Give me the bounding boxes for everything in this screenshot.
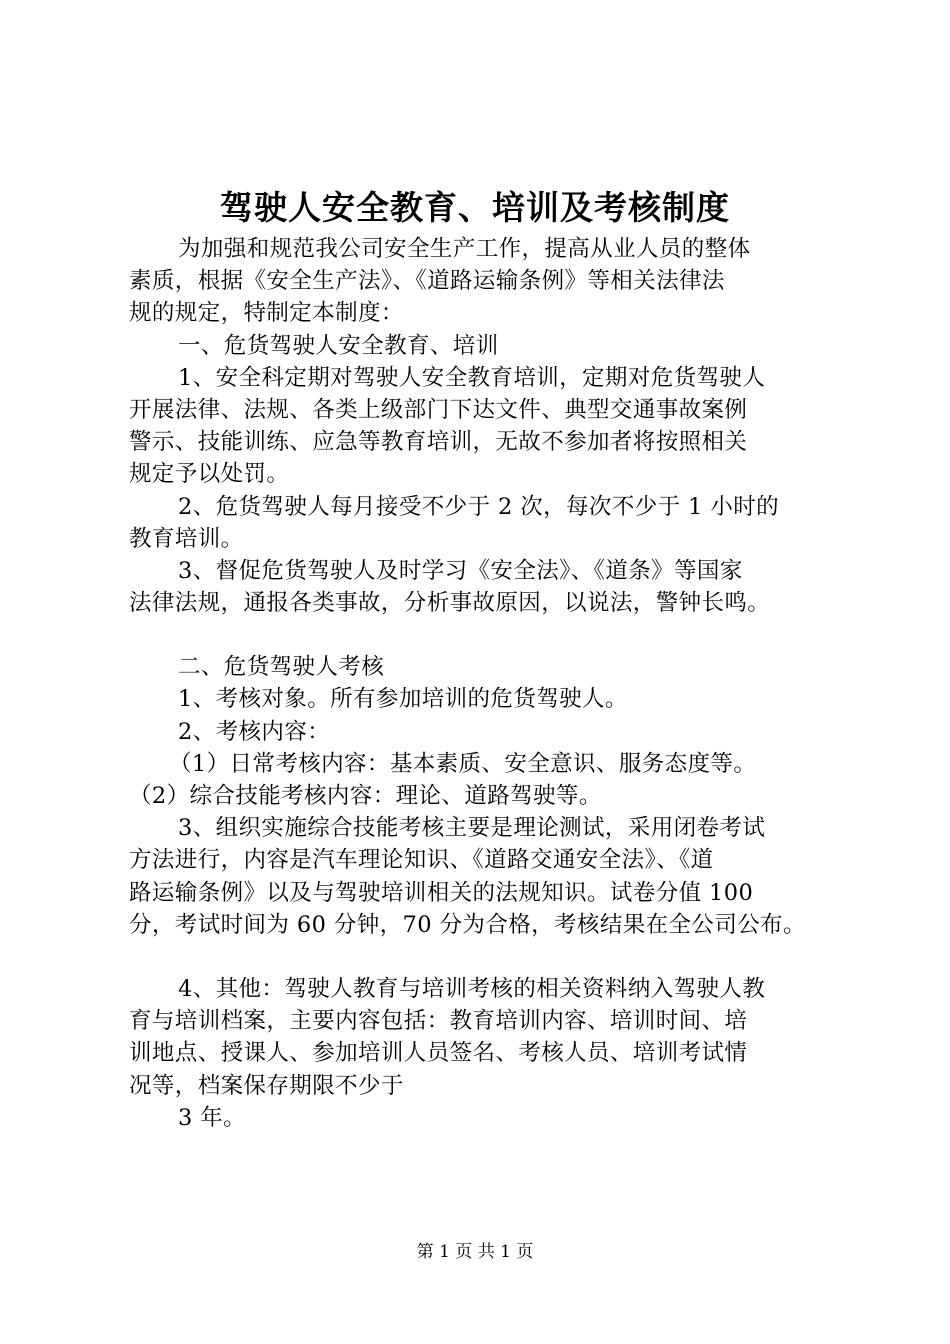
paragraph-line: 规的规定，特制定本制度： — [129, 300, 404, 327]
paragraph-line: 训地点、授课人、参加培训人员签名、考核人员、培训考试情 — [129, 1040, 748, 1067]
paragraph-line: 素质，根据《安全生产法》、《道路运输条例》等相关法律法 — [129, 268, 725, 295]
paragraph-line: 分，考试时间为 60 分钟，70 分为合格，考核结果在全公司公布。 — [129, 911, 806, 938]
paragraph-line: 路运输条例》以及与驾驶培训相关的法规知识。试卷分值 100 — [129, 879, 754, 906]
blank-line — [129, 619, 869, 651]
paragraph-line: 法律法规，通报各类事故，分析事故原因，以说法，警钟长鸣。 — [129, 590, 771, 617]
blank-line — [129, 941, 869, 973]
section-heading: 二、危货驾驶人考核 — [178, 654, 385, 681]
paragraph-line: 2、考核内容： — [178, 718, 331, 745]
page-footer: 第 1 页 共 1 页 — [416, 1242, 534, 1262]
paragraph-line: 育与培训档案，主要内容包括：教育培训内容、培训时间、培 — [129, 1008, 748, 1035]
document-title: 驾驶人安全教育、培训及考核制度 — [220, 188, 730, 227]
paragraph-line: 1、安全科定期对驾驶人安全教育培训，定期对危货驾驶人 — [178, 364, 766, 391]
paragraph-line: （1）日常考核内容：基本素质、安全意识、服务态度等。 — [169, 750, 757, 777]
paragraph-line: 况等，档案保存期限不少于 — [129, 1072, 404, 1099]
paragraph-line: 规定予以处罚。 — [129, 461, 290, 488]
paragraph-line: 警示、技能训练、应急等教育培训，无故不参加者将按照相关 — [129, 429, 748, 456]
document-body — [129, 233, 869, 1134]
paragraph-line: 4、其他：驾驶人教育与培训考核的相关资料纳入驾驶人教 — [178, 975, 766, 1002]
paragraph-line: 开展法律、法规、各类上级部门下达文件、典型交通事故案例 — [129, 396, 748, 423]
paragraph-line: 2、危货驾驶人每月接受不少于 2 次，每次不少于 1 小时的 — [178, 493, 780, 520]
paragraph-line: 方法进行，内容是汽车理论知识、《道路交通安全法》、《道 — [129, 847, 714, 874]
paragraph-line: 为加强和规范我公司安全生产工作，提高从业人员的整体 — [178, 236, 751, 262]
paragraph-line: 3 年。 — [178, 1104, 247, 1131]
paragraph-line: （2）综合技能考核内容：理论、道路驾驶等。 — [129, 783, 602, 809]
paragraph-line: 3、组织实施综合技能考核主要是理论测试，采用闭卷考试 — [178, 815, 766, 842]
paragraph-line: 1、考核对象。所有参加培训的危货驾驶人。 — [178, 686, 628, 713]
section-heading: 一、危货驾驶人安全教育、培训 — [178, 332, 499, 359]
paragraph-line: 教育培训。 — [129, 525, 244, 552]
paragraph-line: 3、督促危货驾驶人及时学习《安全法》、《道条》等国家 — [178, 557, 743, 584]
